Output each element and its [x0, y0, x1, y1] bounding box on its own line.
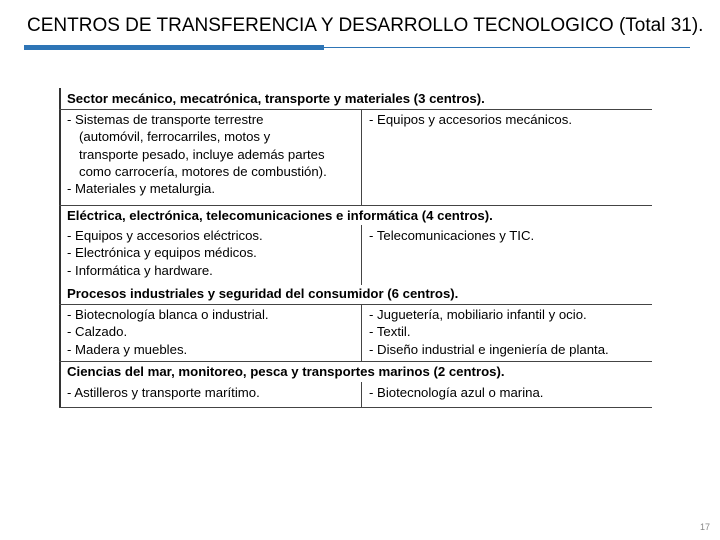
column-divider — [361, 109, 362, 205]
list-item: - Informática y hardware. — [67, 262, 213, 278]
section-heading-procesos: Procesos industriales y seguridad del consumidor (6 centros). — [67, 286, 459, 301]
section-right-list-electrica — [369, 227, 651, 244]
slide-title: CENTROS DE TRANSFERENCIA Y DESARROLLO TECNOLOGICO (Total 31). — [27, 15, 704, 36]
list-item: - Electrónica y equipos médicos. — [67, 245, 257, 261]
column-divider — [361, 304, 362, 361]
table-left-border — [59, 88, 61, 408]
list-item: (automóvil, ferrocarriles, motos y — [79, 129, 271, 145]
list-item: - Biotecnología blanca o industrial. — [67, 307, 269, 322]
table-bottom-border — [59, 407, 652, 408]
section-left-list-electrica — [67, 227, 357, 279]
list-item: - Astilleros y transporte marítimo. — [67, 385, 260, 400]
centers-table — [59, 88, 652, 408]
list-item: como carrocería, motores de combustión). — [79, 163, 327, 179]
list-item: - Sistemas de transporte terrestre — [67, 112, 264, 127]
table-divider — [59, 361, 652, 362]
column-divider — [361, 225, 362, 285]
list-item: - Biotecnología azul o marina. — [369, 385, 544, 400]
list-item: - Equipos y accesorios eléctricos. — [67, 228, 263, 243]
section-left-list-procesos — [67, 306, 357, 358]
section-right-list-procesos — [369, 306, 651, 358]
section-left-list-mecanico — [67, 111, 357, 197]
list-item: - Equipos y accesorios mecánicos. — [369, 112, 573, 127]
list-item: - Calzado. — [67, 324, 128, 340]
list-item: - Madera y muebles. — [67, 341, 188, 357]
list-item: - Textil. — [369, 324, 411, 340]
table-divider — [59, 205, 652, 206]
section-left-list-ciencias-mar — [67, 384, 357, 401]
table-divider — [59, 304, 652, 305]
section-right-list-ciencias-mar — [369, 384, 651, 401]
page-number: 17 — [699, 522, 710, 532]
list-item: transporte pesado, incluye además partes — [79, 146, 325, 162]
list-item: - Juguetería, mobiliario infantil y ocio. — [369, 307, 587, 322]
title-underline-rule — [324, 47, 690, 48]
list-item: - Diseño industrial e ingeniería de planta. — [369, 341, 609, 357]
list-item: - Materiales y metalurgia. — [67, 181, 216, 197]
section-right-list-mecanico — [369, 111, 651, 128]
column-divider — [361, 382, 362, 407]
section-heading-mecanico: Sector mecánico, mecatrónica, transporte y materiales (3 centros). — [67, 91, 485, 106]
table-divider — [59, 109, 652, 110]
title-underline-accent — [24, 45, 324, 50]
section-heading-ciencias-mar: Ciencias del mar, monitoreo, pesca y transportes marinos (2 centros). — [67, 364, 505, 379]
list-item: - Telecomunicaciones y TIC. — [369, 228, 535, 243]
section-heading-electrica: Eléctrica, electrónica, telecomunicaciones e informática (4 centros). — [67, 208, 493, 223]
